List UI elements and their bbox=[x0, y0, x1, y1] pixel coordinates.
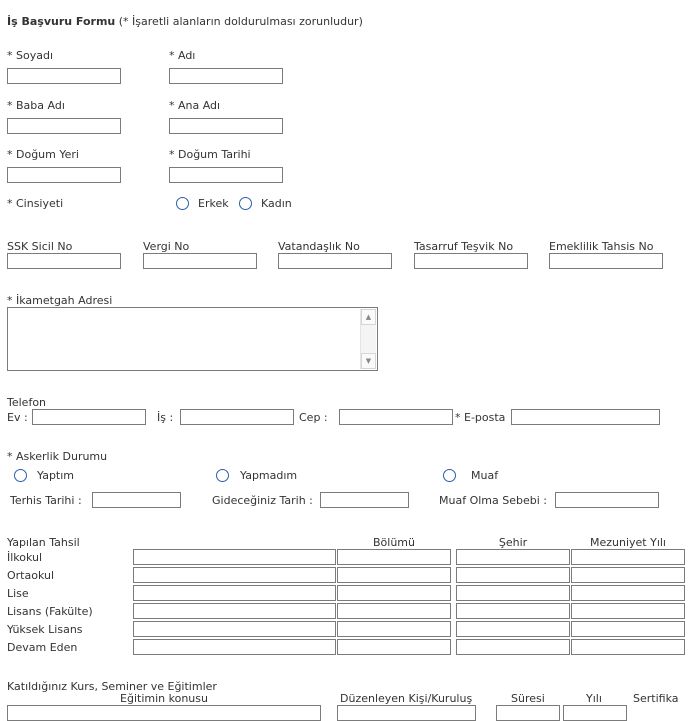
course-topic-input[interactable] bbox=[7, 705, 321, 721]
mother-name-label: * Ana Adı bbox=[169, 99, 221, 112]
education-city-input[interactable] bbox=[456, 549, 570, 565]
course-organizer-input[interactable] bbox=[337, 705, 476, 721]
course-duration-input[interactable] bbox=[496, 705, 560, 721]
courses-title: Katıldığınız Kurs, Seminer ve Eğitimler bbox=[7, 680, 217, 693]
mother-name-input[interactable] bbox=[169, 118, 283, 134]
military-done-radio[interactable] bbox=[14, 469, 27, 482]
tax-no-input[interactable] bbox=[143, 253, 257, 269]
birthdate-input[interactable] bbox=[169, 167, 283, 183]
courses-col-year: Yılı bbox=[586, 692, 602, 705]
courses-col-organizer: Düzenleyen Kişi/Kuruluş bbox=[340, 692, 473, 705]
education-col-department: Bölümü bbox=[373, 536, 415, 549]
education-row-label: Ortaokul bbox=[7, 569, 55, 582]
education-city-input[interactable] bbox=[456, 567, 570, 583]
education-department-input[interactable] bbox=[337, 567, 451, 583]
education-col-city: Şehir bbox=[498, 536, 528, 549]
education-city-input[interactable] bbox=[456, 603, 570, 619]
military-status-label: * Askerlik Durumu bbox=[7, 450, 108, 463]
form-required-note: (* İşaretli alanların doldurulması zorunludur) bbox=[118, 15, 363, 28]
name-label: * Adı bbox=[169, 49, 196, 62]
gender-female-label: Kadın bbox=[261, 197, 292, 210]
education-grad-year-input[interactable] bbox=[571, 549, 685, 565]
education-title: Yapılan Tahsil bbox=[7, 536, 80, 549]
form-title: İş Başvuru Formu bbox=[7, 15, 116, 28]
education-department-input[interactable] bbox=[337, 603, 451, 619]
ssk-input[interactable] bbox=[7, 253, 121, 269]
education-row-label: Devam Eden bbox=[7, 641, 78, 654]
course-year-input[interactable] bbox=[563, 705, 627, 721]
courses-col-certificate: Sertifika bbox=[633, 692, 679, 705]
gender-female-radio[interactable] bbox=[239, 197, 252, 210]
ssk-label: SSK Sicil No bbox=[7, 240, 73, 253]
education-department-input[interactable] bbox=[337, 621, 451, 637]
email-label: * E-posta bbox=[455, 411, 506, 424]
education-grad-year-input[interactable] bbox=[571, 567, 685, 583]
education-school-name-input[interactable] bbox=[133, 549, 336, 565]
saving-no-input[interactable] bbox=[414, 253, 528, 269]
saving-no-label: Tasarruf Teşvik No bbox=[414, 240, 514, 253]
education-school-name-input[interactable] bbox=[133, 639, 336, 655]
education-row-label: Lisans (Fakülte) bbox=[7, 605, 93, 618]
exempt-reason-label: Muaf Olma Sebebi : bbox=[439, 494, 547, 507]
gender-male-label: Erkek bbox=[198, 197, 229, 210]
pension-no-label: Emeklilik Tahsis No bbox=[549, 240, 654, 253]
exempt-reason-input[interactable] bbox=[555, 492, 659, 508]
education-city-input[interactable] bbox=[456, 639, 570, 655]
military-done-label: Yaptım bbox=[37, 469, 75, 482]
home-phone-input[interactable] bbox=[32, 409, 146, 425]
citizen-no-input[interactable] bbox=[278, 253, 392, 269]
education-school-name-input[interactable] bbox=[133, 621, 336, 637]
name-input[interactable] bbox=[169, 68, 283, 84]
education-row-label: Lise bbox=[7, 587, 29, 600]
education-school-name-input[interactable] bbox=[133, 585, 336, 601]
email-input[interactable] bbox=[511, 409, 660, 425]
form-title-line bbox=[7, 15, 363, 28]
education-city-input[interactable] bbox=[456, 621, 570, 637]
courses-col-duration: Süresi bbox=[511, 692, 545, 705]
discharge-date-label: Terhis Tarihi : bbox=[10, 494, 82, 507]
gender-male-radio[interactable] bbox=[176, 197, 189, 210]
address-scrollbar[interactable] bbox=[360, 309, 376, 369]
birthdate-label: * Doğum Tarihi bbox=[169, 148, 251, 161]
surname-label: * Soyadı bbox=[7, 49, 53, 62]
courses-col-topic: Eğitimin konusu bbox=[120, 692, 208, 705]
education-department-input[interactable] bbox=[337, 639, 451, 655]
home-phone-label: Ev : bbox=[7, 411, 28, 424]
education-grad-year-input[interactable] bbox=[571, 621, 685, 637]
going-date-label: Gideceğiniz Tarih : bbox=[212, 494, 313, 507]
education-department-input[interactable] bbox=[337, 585, 451, 601]
birthplace-input[interactable] bbox=[7, 167, 121, 183]
education-grad-year-input[interactable] bbox=[571, 639, 685, 655]
work-phone-label: İş : bbox=[157, 411, 174, 424]
education-grad-year-input[interactable] bbox=[571, 585, 685, 601]
work-phone-input[interactable] bbox=[180, 409, 294, 425]
education-department-input[interactable] bbox=[337, 549, 451, 565]
father-name-label: * Baba Adı bbox=[7, 99, 65, 112]
address-textarea[interactable] bbox=[7, 307, 378, 371]
military-not-done-label: Yapmadım bbox=[240, 469, 298, 482]
mobile-phone-input[interactable] bbox=[339, 409, 453, 425]
pension-no-input[interactable] bbox=[549, 253, 663, 269]
citizen-no-label: Vatandaşlık No bbox=[278, 240, 360, 253]
education-row-label: Yüksek Lisans bbox=[7, 623, 83, 636]
military-exempt-radio[interactable] bbox=[443, 469, 456, 482]
birthplace-label: * Doğum Yeri bbox=[7, 148, 79, 161]
military-not-done-radio[interactable] bbox=[216, 469, 229, 482]
education-col-grad-year: Mezuniyet Yılı bbox=[589, 536, 666, 549]
phone-label: Telefon bbox=[7, 396, 47, 409]
surname-input[interactable] bbox=[7, 68, 121, 84]
education-grad-year-input[interactable] bbox=[571, 603, 685, 619]
education-school-name-input[interactable] bbox=[133, 567, 336, 583]
tax-no-label: Vergi No bbox=[143, 240, 190, 253]
gender-label: * Cinsiyeti bbox=[7, 197, 64, 210]
mobile-phone-label: Cep : bbox=[299, 411, 328, 424]
education-city-input[interactable] bbox=[456, 585, 570, 601]
address-label: * İkametgah Adresi bbox=[7, 294, 113, 307]
discharge-date-input[interactable] bbox=[92, 492, 181, 508]
scroll-up-icon[interactable]: ▲ bbox=[361, 309, 376, 325]
military-exempt-label: Muaf bbox=[471, 469, 499, 482]
education-row-label: İlkokul bbox=[7, 551, 43, 564]
father-name-input[interactable] bbox=[7, 118, 121, 134]
education-school-name-input[interactable] bbox=[133, 603, 336, 619]
going-date-input[interactable] bbox=[320, 492, 409, 508]
scroll-down-icon[interactable]: ▼ bbox=[361, 353, 376, 369]
